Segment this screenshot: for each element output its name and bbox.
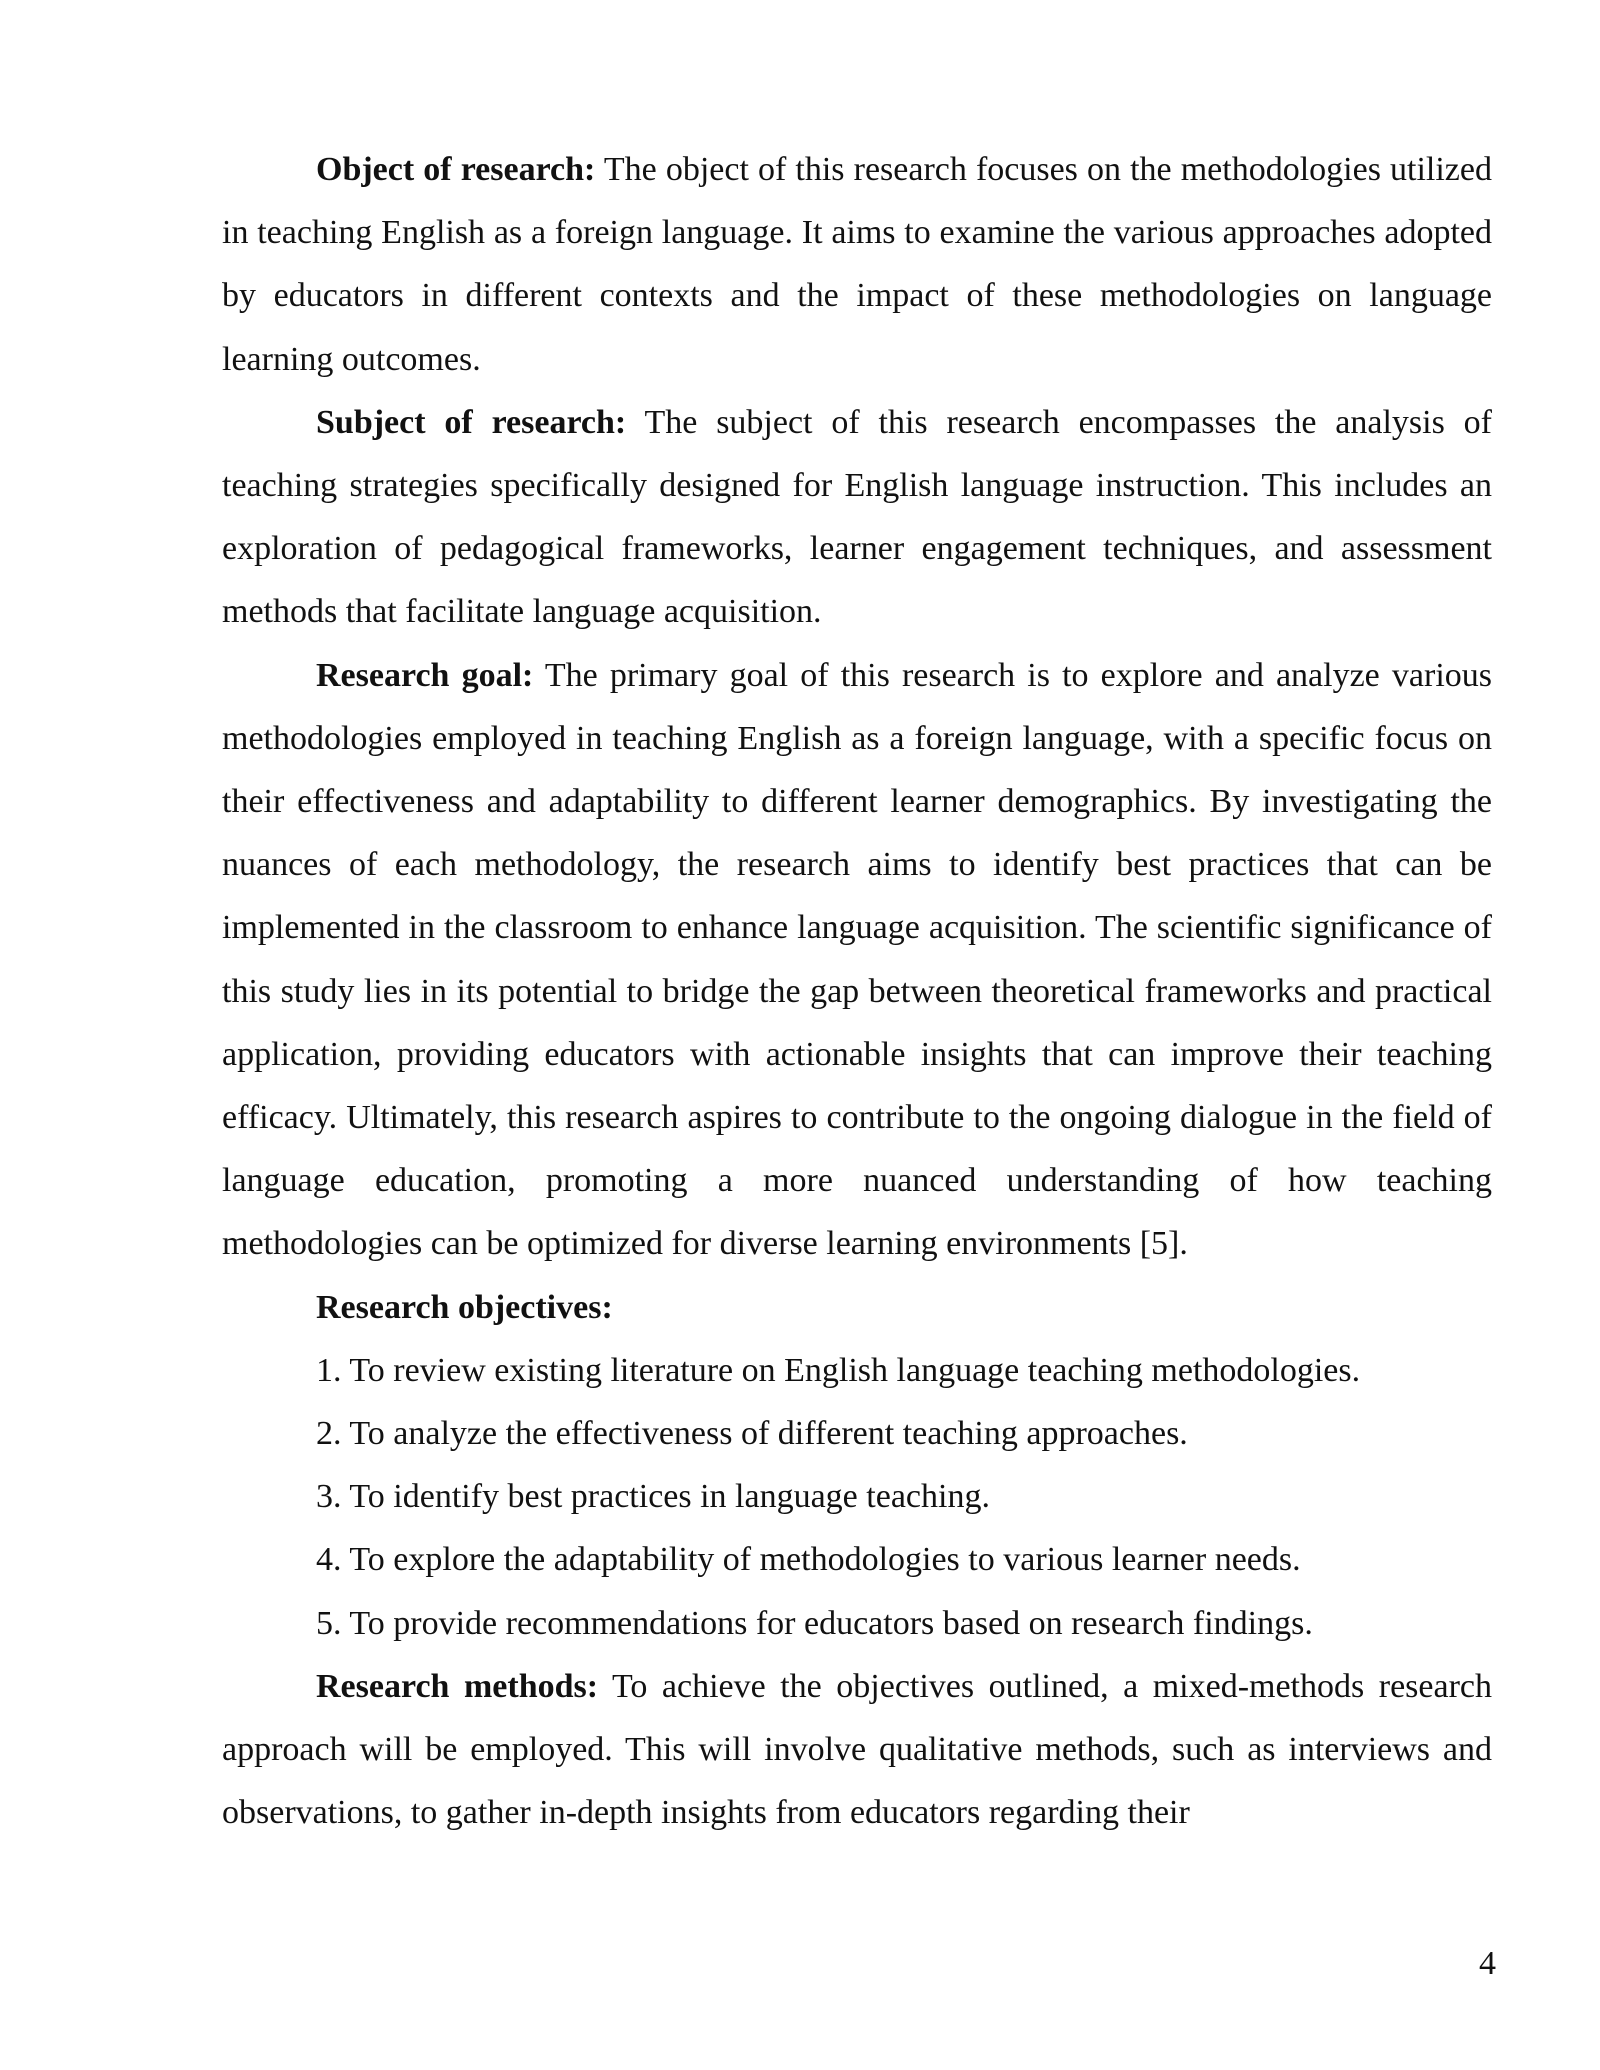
subject-of-research-label: Subject of research: (316, 403, 627, 441)
research-objectives-list (222, 1339, 1492, 1655)
research-objectives-heading: Research objectives: (316, 1288, 613, 1326)
subject-of-research-paragraph (222, 391, 1492, 644)
page-body (222, 138, 1492, 1844)
objective-item: 1. To review existing literature on English language teaching methodologies. (316, 1351, 1361, 1389)
objective-item: 2. To analyze the effectiveness of different teaching approaches. (316, 1415, 1188, 1453)
research-goal-label: Research goal: (316, 656, 534, 694)
research-methods-text: To achieve the objectives outlined, a mixed-methods research approach will be employed. This will involve qualitative methods, such as interviews and observations, to gather in-depth insights from educators regarding their (222, 1667, 1492, 1832)
object-of-research-paragraph (222, 138, 1492, 391)
research-goal-text: The primary goal of this research is to explore and analyze various methodologies employed in teaching English as a foreign language, with a specific focus on their effectiveness and adaptability to different learner demographics. By investigating the nuances of each methodology, the research aims to identify best practices that can be implemented in the classroom to enhance language acquisition. The scientific significance of this study lies in its potential to bridge the gap between theoretical frameworks and practical application, providing educators with actionable insights that can improve their teaching efficacy. Ultimately, this research aspires to contribute to the ongoing dialogue in the field of language education, promoting a more nuanced understanding of how teaching methodologies can be optimized for diverse learning environments [5]. (222, 656, 1492, 1263)
subject-of-research-text: The subject of this research encompasses the analysis of teaching strategies specifically designed for English language instruction. This includes an exploration of pedagogical frameworks, learner engagement techniques, and assessment methods that facilitate language acquisition. (222, 403, 1492, 631)
object-of-research-text: The object of this research focuses on the methodologies utilized in teaching English as a foreign language. It aims to examine the various approaches adopted by educators in different contexts and the impact of these methodologies on language learning outcomes. (222, 151, 1492, 378)
research-methods-label: Research methods: (316, 1667, 599, 1705)
objective-item: 5. To provide recommendations for educators based on research findings. (316, 1604, 1313, 1642)
objective-item: 4. To explore the adaptability of methodologies to various learner needs. (316, 1541, 1301, 1579)
research-methods-paragraph (222, 1655, 1492, 1845)
objective-item: 3. To identify best practices in language teaching. (316, 1478, 990, 1516)
object-of-research-label: Object of research: (316, 151, 596, 188)
page-number: 4 (1479, 1945, 1496, 1982)
research-goal-paragraph (222, 644, 1492, 1276)
